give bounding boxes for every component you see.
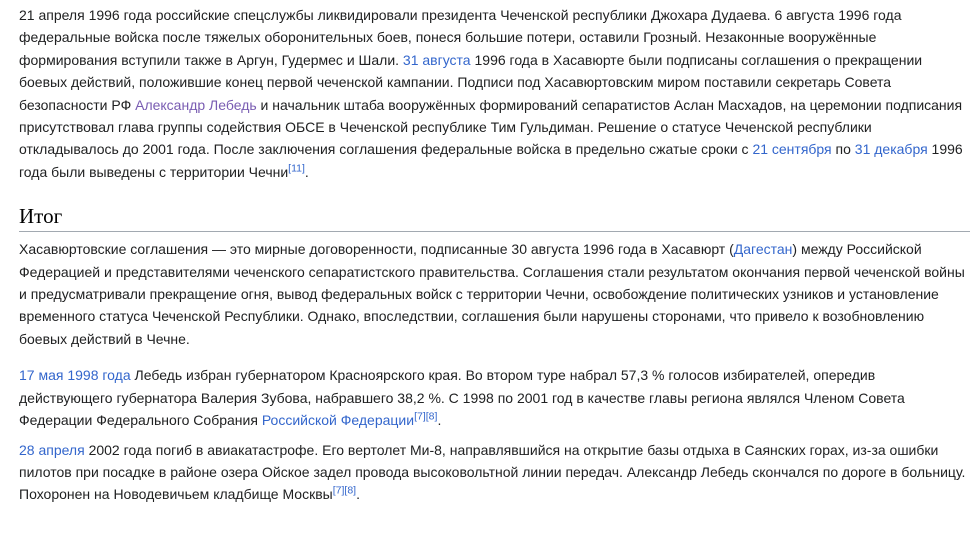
link-31-december[interactable]: 31 декабря (854, 141, 928, 158)
paragraph-text: Лебедь избран губернатором Красноярского края. Во втором туре набрал 57,3 % голосов избирателей, опередив действующего губернатора Валерия Зубова, набравшего 38,2 %. С 1998 по 2001 год в качестве главы региона являлся Членом Совета Федерации Федерального Собрания (19, 367, 905, 429)
paragraph-dudayev (19, 4, 970, 183)
paragraph-text: 1996 года в Хасавюрте были подписаны соглашения о прекращении боевых действий, положившие конец первой чеченской кампании. Подписи под Хасавюртовским миром поставили секретарь Совета безопасности РФ (19, 51, 923, 113)
reference-link-11[interactable]: [11] (288, 162, 305, 175)
reference-link-7[interactable]: [7] (332, 484, 345, 497)
paragraph-text: 2002 года погиб в авиакатастрофе. Его вертолет Ми-8, направлявшийся на открытие базы отдыха в Саянских горах, из-за ошибки пилотов при посадке в районе озера Ойское задел провода высоковольтной линии передач. Александр Лебедь скончался по дороге в больницу. Похоронен на Новодевичьем кладбище Москвы (19, 441, 966, 503)
paragraph-spacer (19, 357, 970, 364)
link-31-august[interactable]: 31 августа (402, 51, 471, 68)
link-17-may-1998[interactable]: 17 мая 1998 года (19, 367, 131, 384)
link-21-september[interactable]: 21 сентября (752, 141, 832, 158)
link-dagestan[interactable]: Дагестан (733, 241, 793, 258)
reference-marker (288, 162, 305, 174)
link-russian-federation[interactable]: Российской Федерации (261, 412, 415, 429)
paragraph-text: Хасавюртовские соглашения — это мирные договоренности, подписанные 30 августа 1996 года в Хасавюрт ( (19, 241, 734, 258)
reference-marker (333, 485, 356, 497)
link-alexander-lebed[interactable]: Александр Лебедь (135, 96, 257, 113)
paragraph-text: . (356, 486, 360, 503)
paragraph-text: 21 апреля 1996 года российские спецслужбы ликвидировали президента Чеченской республики Джохара Дудаева. 6 августа 1996 года федеральные войска после тяжелых оборонительных боев, понеся большие потери, оставили Грозный. Незаконные вооружённые формирования вступили также в Аргун, Гудермес и Шали. (19, 7, 902, 68)
section-heading-itog: Итог (19, 203, 970, 232)
reference-link-7[interactable]: [7] (414, 410, 426, 423)
paragraph-khasavyurt-accords (19, 238, 970, 350)
paragraph-text: . (304, 163, 309, 180)
paragraph-text: и начальник штаба вооружённых формирований сепаратистов Аслан Масхадов, на церемонии подписания присутствовал глава группы содействия ОБСЕ в Чеченской республике Тим Гульдиман. Решение о статусе Чеченской республики откладывалось до 2001 года. После заключения соглашения федеральные войска в предельно сжатые сроки с (19, 96, 963, 158)
paragraph-text: . (437, 412, 442, 429)
paragraph-text: ) между Российской Федерацией и представителями чеченского сепаратистского правительства. Соглашения стали результатом окончания первой чеченской войны и предусматривали прекращение огня, вывод федеральных войск с территории Чечни, освобождение политических узников и установление временного статуса Чеченской Республики. Однако, впоследствии, соглашения были нарушены сторонами, что привело к возобновлению боевых действий в Чечне. (19, 241, 965, 347)
reference-link-8[interactable]: [8] (344, 484, 357, 497)
paragraph-text: 1996 года были выведены с территории Чечни (19, 141, 963, 180)
reference-marker (414, 410, 437, 422)
paragraph-text: по (831, 141, 855, 158)
reference-link-8[interactable]: [8] (425, 410, 438, 423)
paragraph-death (19, 439, 970, 506)
paragraph-governor (19, 364, 970, 431)
link-28-april[interactable]: 28 апреля (19, 441, 85, 458)
